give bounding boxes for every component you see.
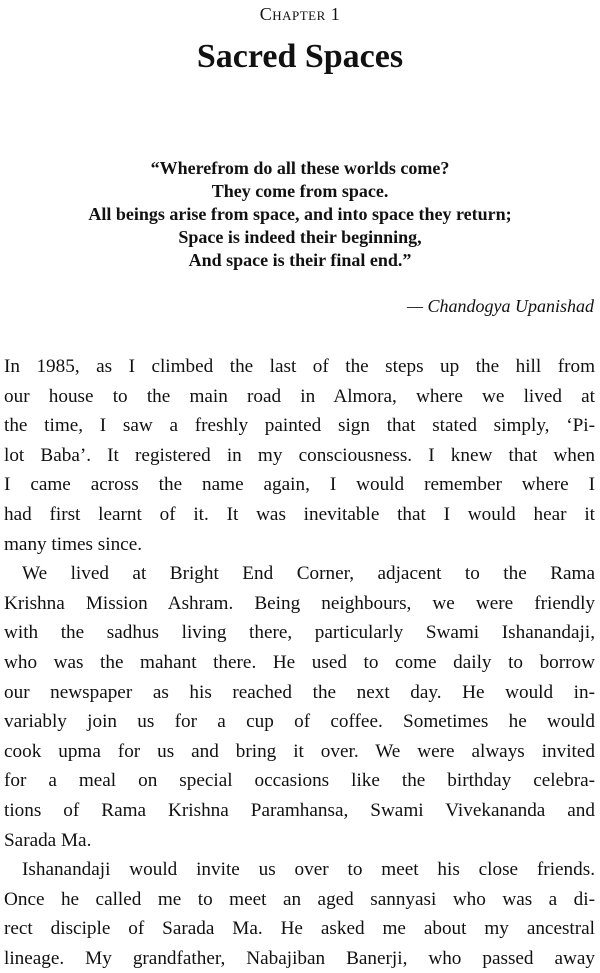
paragraph <box>4 855 595 973</box>
text-line: We lived at Bright End Corner, adjacent to the Rama <box>22 563 595 585</box>
text-line: the time, I saw a freshly painted sign that stated simply, ‘Pi- <box>4 415 595 437</box>
text-line: variably join us for a cup of coffee. Sometimes he would <box>4 711 595 733</box>
text-line: Once he called me to meet an aged sannyasi who was a di- <box>4 888 595 910</box>
text-line: tions of Rama Krishna Paramhansa, Swami Vivekananda and <box>4 799 595 821</box>
epigraph-attribution: — Chandogya Upanishad <box>406 296 594 316</box>
text-line: many times since. <box>4 533 143 555</box>
text-line: Sarada Ma. <box>4 829 92 851</box>
paragraph <box>4 559 595 855</box>
text-line: our newspaper as his reached the next day. He would in- <box>4 681 595 703</box>
text-line: rect disciple of Sarada Ma. He asked me about my ancestral <box>4 918 595 940</box>
chapter-title: Sacred Spaces <box>196 38 404 75</box>
text-line: I came across the name again, I would remember where I <box>4 474 595 496</box>
body-text <box>4 352 595 973</box>
text-line: for a meal on special occasions like the birthday celebra- <box>4 770 595 792</box>
epigraph-line: All beings arise from space, and into space they return; <box>88 204 512 224</box>
text-line: our house to the main road in Almora, where we lived at <box>4 385 595 407</box>
epigraph-line: “Wherefrom do all these worlds come? <box>150 158 450 178</box>
text-line: lot Baba’. It registered in my consciousness. I knew that when <box>4 444 595 466</box>
text-line: lineage. My grandfather, Nabajiban Banerji, who passed away <box>4 947 595 969</box>
epigraph-line: They come from space. <box>211 181 389 201</box>
epigraph-line: Space is indeed their beginning, <box>178 227 422 247</box>
epigraph-line: And space is their final end.” <box>188 250 412 270</box>
text-line: In 1985, as I climbed the last of the steps up the hill from <box>4 356 595 377</box>
paragraph <box>4 352 595 559</box>
text-line: had first learnt of it. It was inevitable that I would hear it <box>4 503 595 525</box>
epigraph <box>0 157 600 272</box>
text-line: who was the mahant there. He used to come daily to borrow <box>4 651 595 673</box>
text-line: Ishanandaji would invite us over to meet his close friends. <box>22 859 595 881</box>
chapter-label: Chapter 1 <box>259 4 341 24</box>
text-line: Krishna Mission Ashram. Being neighbours, we were friendly <box>4 592 595 614</box>
text-line: cook upma for us and bring it over. We were always invited <box>4 740 595 762</box>
text-line: with the sadhus living there, particularly Swami Ishanandaji, <box>4 622 595 644</box>
